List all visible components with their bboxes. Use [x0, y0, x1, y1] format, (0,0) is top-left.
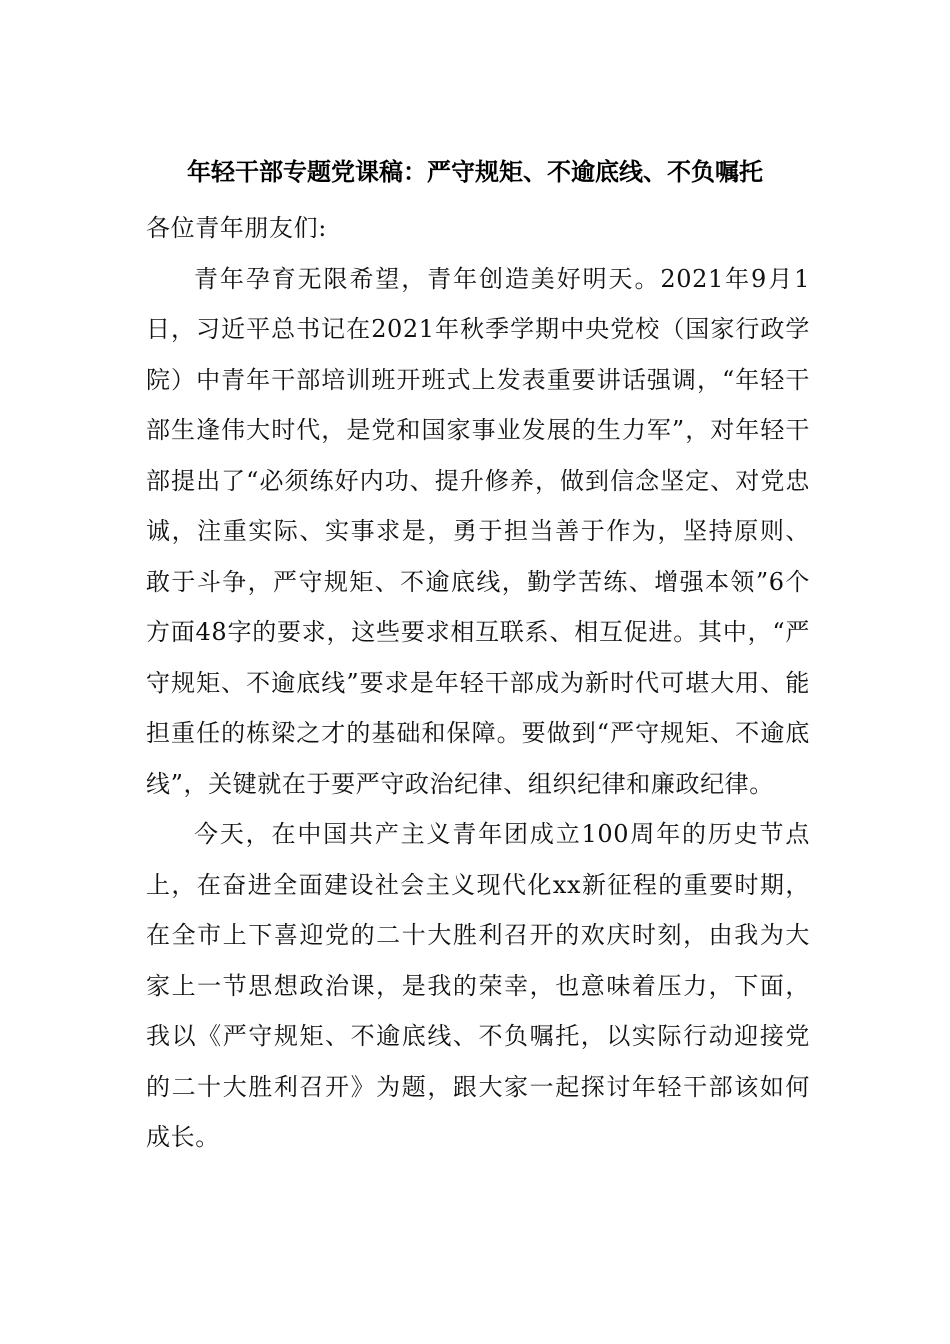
document-body: [146, 203, 810, 1163]
document-title: 年轻干部专题党课稿：严守规矩、不逾底线、不负嘱托: [187, 157, 763, 186]
paragraph-1: 青年孕育无限希望，青年创造美好明天。2021年9月1日，习近平总书记在2021年秋季学期中央党校（国家行政学院）中青年干部培训班开班式上发表重要讲话强调，“年轻干部生逢伟大时代，是党和国家事业发展的生力军”，对年轻干部提出了“必须练好内功、提升修养，做到信念坚定、对党忠诚，注重实际、实事求是，勇于担当善于作为，坚持原则、敢于斗争，严守规矩、不逾底线，勤学苦练、增强本领”6个方面48字的要求，这些要求相互联系、相互促进。其中，“严守规矩、不逾底线”要求是年轻干部成为新时代可堪大用、能担重任的栋梁之才的基础和保障。要做到“严守规矩、不逾底线”，关键就在于要严守政治纪律、组织纪律和廉政纪律。: [146, 264, 810, 798]
salutation: 各位青年朋友们:: [146, 214, 327, 242]
paragraph-2: 今天，在中国共产主义青年团成立100周年的历史节点上，在奋进全面建设社会主义现代化xx新征程的重要时期，在全市上下喜迎党的二十大胜利召开的欢庆时刻，由我为大家上一节思想政治课，是我的荣幸，也意味着压力，下面，我以《严守规矩、不逾底线、不负嘱托，以实际行动迎接党的二十大胜利召开》为题，跟大家一起探讨年轻干部该如何成长。: [146, 820, 810, 1151]
